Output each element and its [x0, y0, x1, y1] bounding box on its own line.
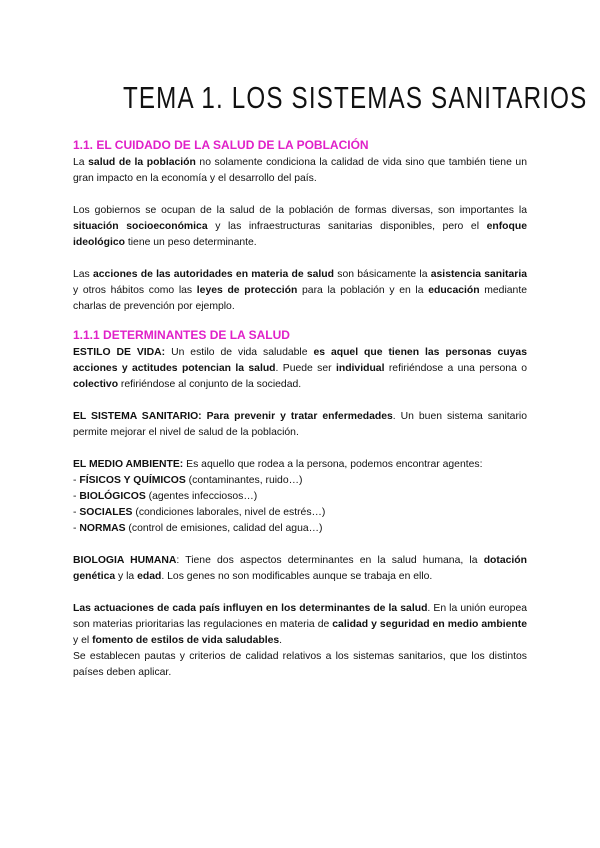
paragraph-biologia-humana: BIOLOGIA HUMANA: Tiene dos aspectos determinantes en la salud humana, la dotación genética y la edad. Los genes no son modificables aunque se trabaja en ello. — [73, 555, 527, 582]
document-page — [73, 80, 588, 681]
section-heading-1-1-1: 1.1.1 DETERMINANTES DE LA SALUD — [73, 328, 290, 342]
page-title: TEMA 1. LOS SISTEMAS SANITARIOS — [122, 80, 588, 115]
paragraph-acciones: Las acciones de las autoridades en materia de salud son básicamente la asistencia sanitaria y otros hábitos como las leyes de protección para la población y en la educación mediante charlas de prevención por ejemplo. — [73, 269, 527, 312]
list-item: - BIOLÓGICOS (agentes infecciosos…) — [73, 491, 258, 502]
list-item: - FÍSICOS Y QUÍMICOS (contaminantes, ruido…) — [73, 475, 303, 486]
paragraph-salud-poblacion: La salud de la población no solamente condiciona la calidad de vida sino que también tiene un gran impacto en la economía y el desarrollo del país. — [73, 157, 527, 184]
section-heading-1-1: 1.1. EL CUIDADO DE LA SALUD DE LA POBLACIÓN — [73, 138, 369, 152]
paragraph-gobiernos: Los gobiernos se ocupan de la salud de la población de formas diversas, son importantes la situación socioeconómica y las infraestructuras sanitarias disponibles, pero el enfoque ideológico tiene un peso determinante. — [73, 205, 527, 248]
paragraph-pautas: Se establecen pautas y criterios de calidad relativos a los sistemas sanitarios, que los distintos países deben aplicar. — [73, 651, 527, 678]
list-item: - NORMAS (control de emisiones, calidad del agua…) — [73, 523, 323, 534]
list-item: - SOCIALES (condiciones laborales, nivel de estrés…) — [73, 507, 326, 518]
paragraph-medio-ambiente: EL MEDIO AMBIENTE: Es aquello que rodea a la persona, podemos encontrar agentes: — [73, 459, 483, 470]
paragraph-estilo-vida: ESTILO DE VIDA: Un estilo de vida saludable es aquel que tienen las personas cuyas acciones y actitudes potencian la salud. Puede ser individual refiriéndose a una persona o colectivo refiriéndose al conjunto de la sociedad. — [73, 347, 527, 390]
paragraph-sistema-sanitario: EL SISTEMA SANITARIO: Para prevenir y tratar enfermedades. Un buen sistema sanitario permite mejorar el nivel de salud de la población. — [73, 411, 527, 438]
paragraph-actuaciones: Las actuaciones de cada país influyen en los determinantes de la salud. En la unión europea son materias prioritarias las regulaciones en materia de calidad y seguridad en medio ambiente y el fomento de estilos de vida saludables. — [73, 603, 527, 646]
